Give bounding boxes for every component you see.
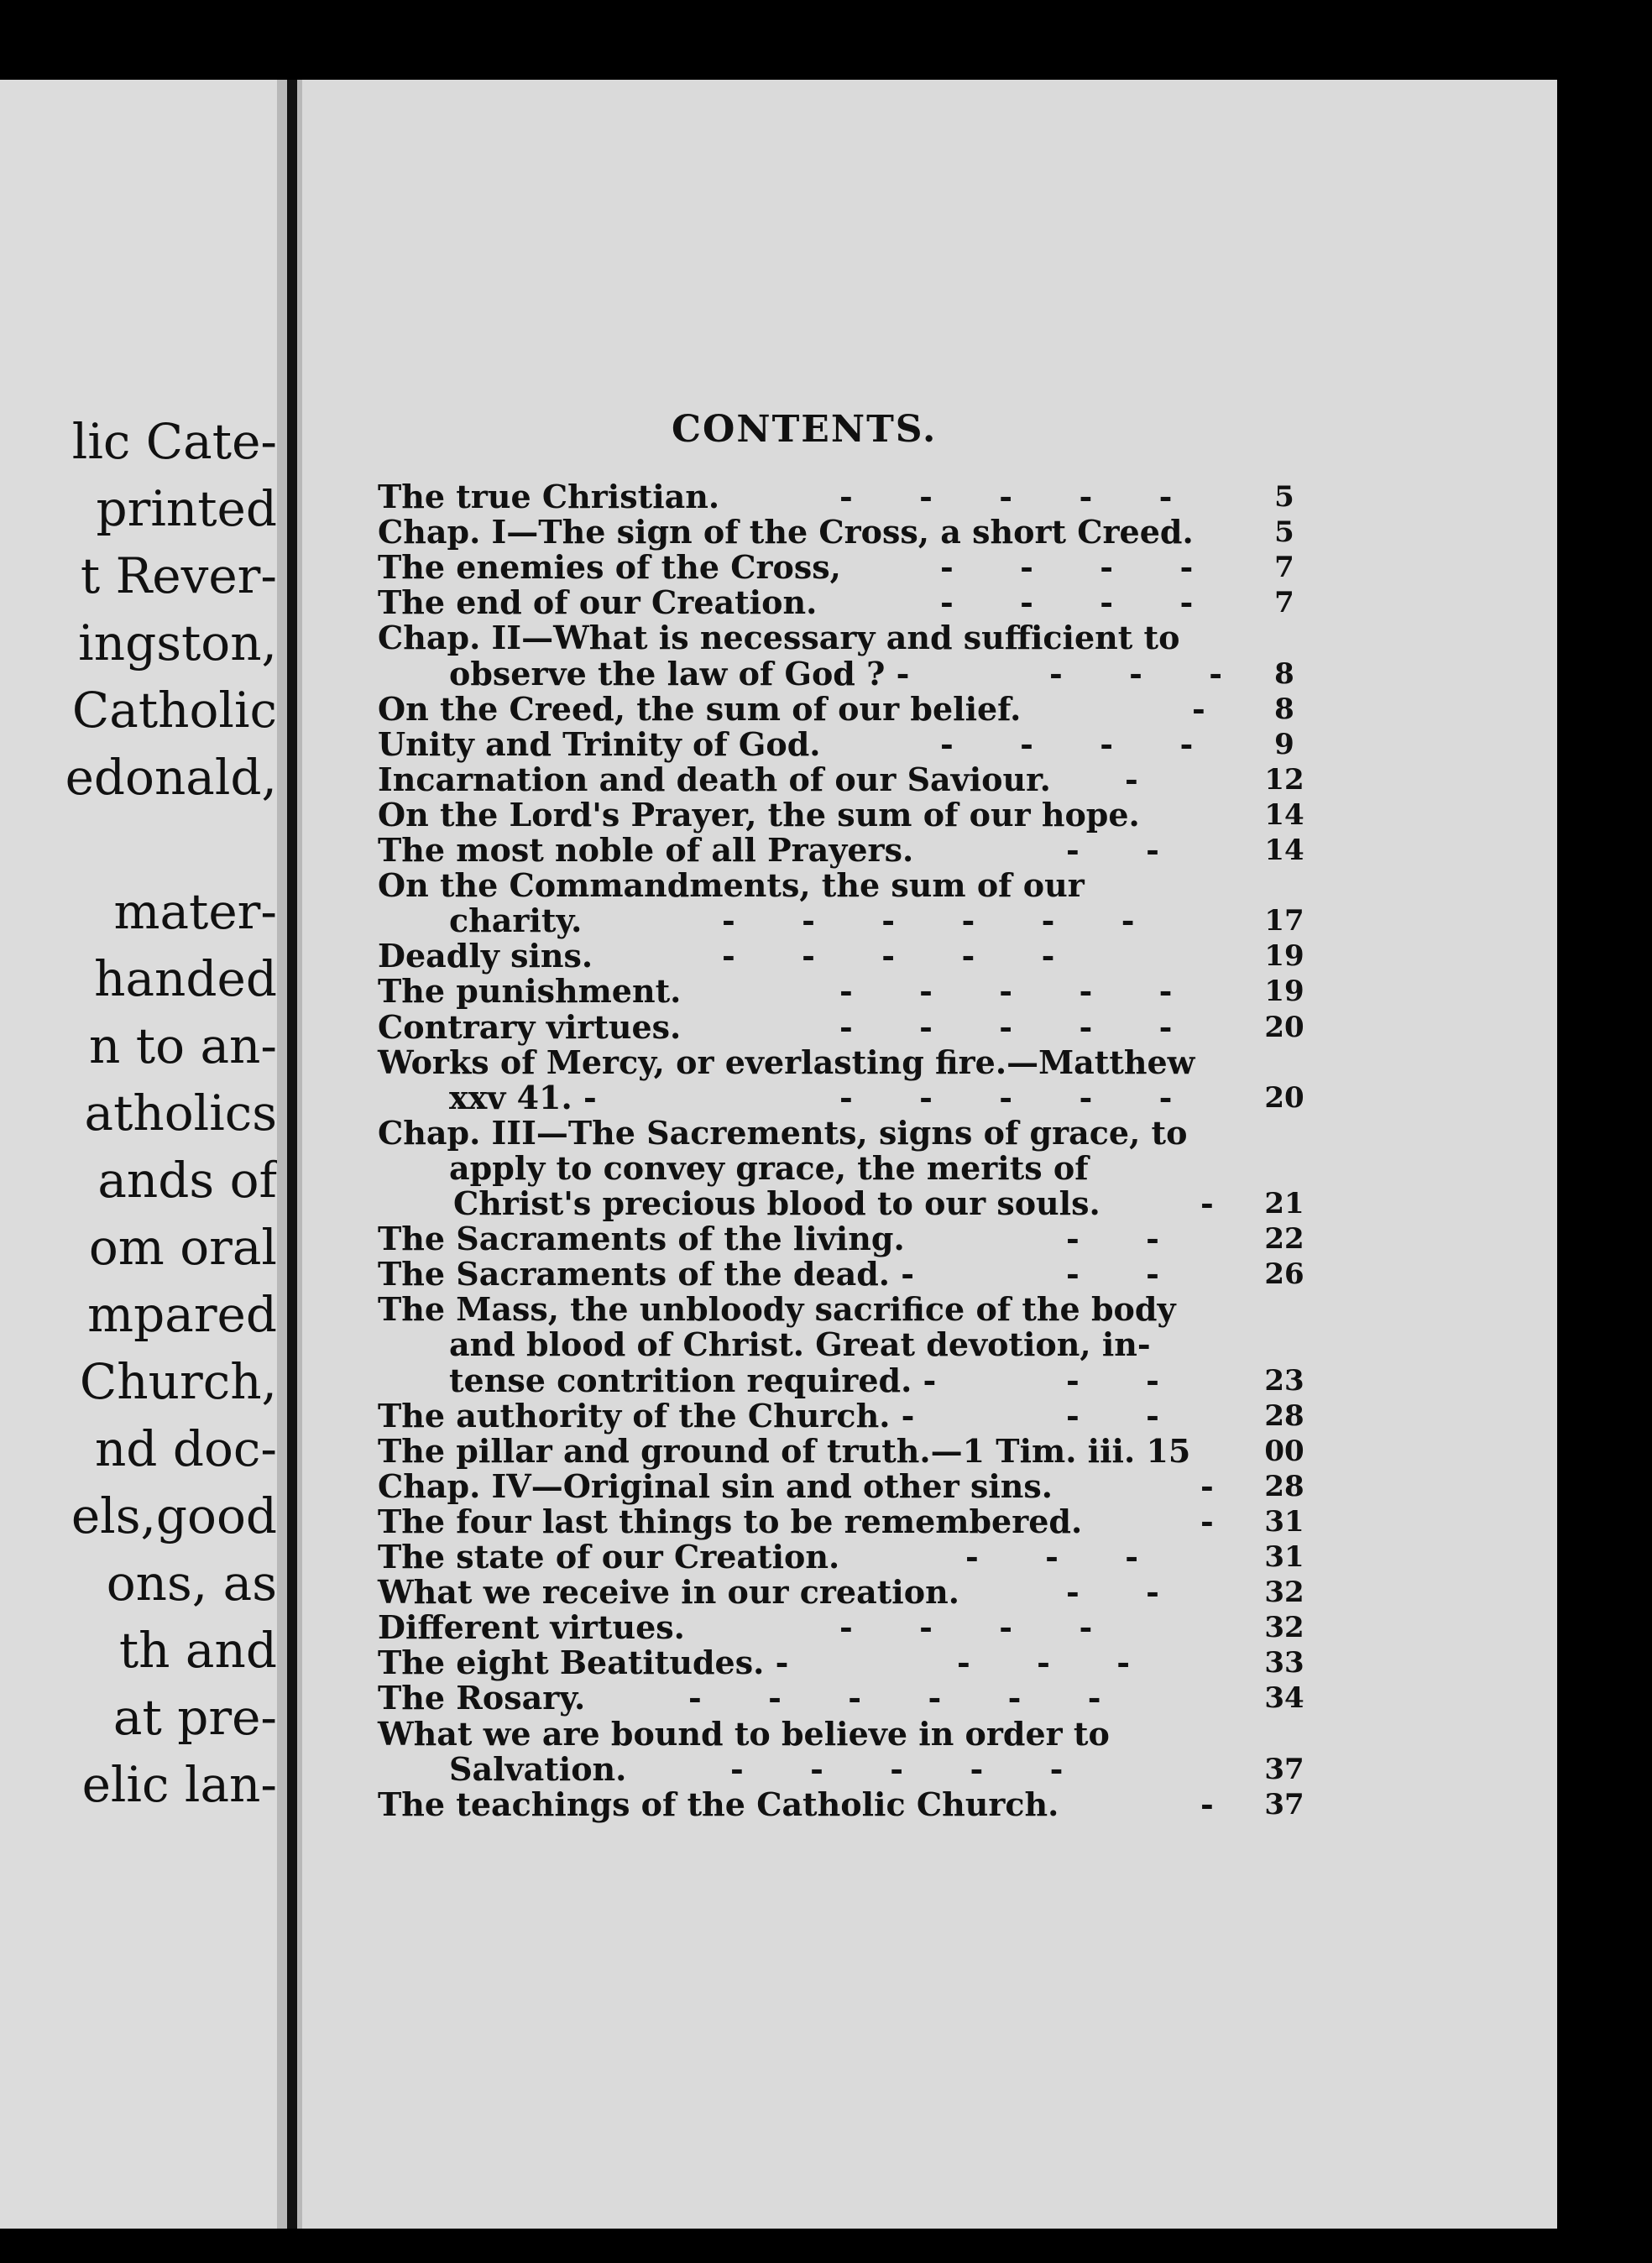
toc-entry [378, 1503, 1082, 1540]
toc-entry-title: observe the law of God ? - [449, 655, 910, 692]
toc-entry-title: Chap. III—The Sacrements, signs of grace, to [378, 1114, 1188, 1152]
toc-page-number: 14 [1264, 834, 1304, 867]
toc-entry [453, 1185, 1100, 1222]
toc-entry [378, 761, 1051, 798]
toc-leader-dashes: - - - - [940, 725, 1194, 763]
toc-leader-dashes: - - [1066, 1220, 1159, 1257]
toc-leader-dashes: - - - - - [730, 1750, 1064, 1788]
toc-entry [378, 549, 841, 586]
toc-leader-dashes: - [1192, 690, 1205, 728]
toc-entry-title: apply to convey grace, the merits of [449, 1149, 1089, 1187]
toc-leader-dashes: - [1125, 760, 1138, 798]
left-text-line: mater- [113, 883, 277, 940]
toc-page-number: 17 [1264, 904, 1304, 938]
toc-leader-dashes: - - - - - [839, 972, 1173, 1010]
toc-entry [378, 1115, 1187, 1152]
toc-entry [378, 1291, 1176, 1328]
toc-leader-dashes: - - - - - - [688, 1679, 1101, 1717]
left-text-line: ons, as [106, 1555, 277, 1612]
toc-entry [449, 1326, 1151, 1363]
toc-entry [449, 656, 909, 692]
toc-page-number: 23 [1264, 1364, 1304, 1398]
toc-page-number: 5 [1274, 480, 1294, 514]
toc-entry [449, 1079, 597, 1116]
toc-entry [378, 832, 913, 869]
toc-page-number: 12 [1264, 763, 1304, 797]
toc-entry-title: What we are bound to believe in order to [378, 1715, 1110, 1753]
toc-entry-title: xxv 41. - [449, 1079, 597, 1116]
toc-page-number: 31 [1264, 1540, 1304, 1574]
toc-leader-dashes: - - - [965, 1538, 1139, 1576]
toc-entry-title: The Sacraments of the living. [378, 1220, 905, 1257]
toc-page-number: 20 [1264, 1011, 1304, 1044]
toc-entry [378, 514, 1194, 551]
toc-entry-title: The Mass, the unbloody sacrifice of the body [378, 1290, 1176, 1328]
left-text-line: handed [94, 950, 277, 1007]
toc-leader-dashes: - [1200, 1503, 1214, 1540]
toc-entry [378, 1044, 1195, 1081]
left-text-line: th and [118, 1622, 277, 1679]
toc-entry-title: tense contrition required. - [449, 1361, 937, 1399]
toc-entry [449, 1362, 936, 1399]
toc-leader-dashes: - - [1066, 1361, 1159, 1399]
toc-entry-title: Incarnation and death of our Saviour. [378, 760, 1051, 798]
left-text-line: ingston, [78, 614, 277, 672]
left-text-line: n to an- [89, 1017, 277, 1074]
toc-entry-title: Salvation. [449, 1750, 627, 1788]
toc-entry-title: The end of our Creation. [378, 583, 818, 621]
toc-entry-title: The most noble of all Prayers. [378, 831, 914, 869]
toc-entry [378, 1609, 685, 1646]
left-text-line: at pre- [112, 1689, 277, 1746]
toc-entry-title: Christ's precious blood to our souls. [453, 1184, 1100, 1222]
left-text-line: edonald, [65, 749, 277, 806]
toc-leader-dashes: - [1200, 1467, 1214, 1505]
toc-page-number: 9 [1274, 728, 1294, 761]
toc-page-number: 28 [1264, 1399, 1304, 1433]
toc-entry [378, 1574, 959, 1611]
toc-entry-title: Chap. I—The sign of the Cross, a short Creed. [378, 513, 1194, 551]
toc-page-number: 21 [1264, 1187, 1304, 1220]
toc-leader-dashes: - - - [957, 1644, 1131, 1681]
toc-page-number: 7 [1274, 586, 1294, 619]
toc-page-number: 33 [1264, 1646, 1304, 1680]
toc-page-number: 34 [1264, 1681, 1304, 1715]
toc-entry [449, 1150, 1089, 1187]
toc-entry [378, 1009, 681, 1046]
toc-entry [378, 973, 681, 1010]
toc-leader-dashes: - - [1066, 1573, 1159, 1611]
toc-leader-dashes: - - - - - - [722, 902, 1135, 939]
toc-leader-dashes: - - - - - [839, 1008, 1173, 1046]
toc-entry-title: Chap. II—What is necessary and sufficient to [378, 619, 1180, 656]
toc-page-number: 19 [1264, 939, 1304, 973]
toc-entry-title: and blood of Christ. Great devotion, in- [449, 1325, 1151, 1363]
toc-leader-dashes: - - - - - [839, 478, 1173, 515]
toc-entry-title: On the Commandments, the sum of our [378, 866, 1085, 904]
toc-leader-dashes: - - - - [940, 583, 1194, 621]
toc-page-number: 00 [1264, 1435, 1304, 1468]
toc-page-number: 31 [1264, 1505, 1304, 1539]
toc-entry [378, 1786, 1059, 1823]
toc-page-number: 32 [1264, 1576, 1304, 1609]
toc-entry-title: The authority of the Church. - [378, 1397, 915, 1435]
toc-entry [449, 1751, 626, 1788]
toc-entry-title: The pillar and ground of truth.—1 Tim. iii. 15 [378, 1432, 1191, 1470]
toc-entry-title: The Sacraments of the dead. - [378, 1255, 915, 1293]
toc-entry-title: Works of Mercy, or everlasting fire.—Matthew [378, 1043, 1195, 1081]
toc-page-number: 8 [1274, 692, 1294, 726]
left-text-line: t Rever- [80, 547, 277, 604]
left-text-line: om oral [88, 1219, 277, 1276]
toc-entry [378, 1398, 914, 1435]
toc-entry [378, 1716, 1110, 1753]
toc-entry-title: The punishment. [378, 972, 682, 1010]
toc-leader-dashes: - - - - - [839, 1079, 1173, 1116]
toc-entry-title: Deadly sins. [378, 937, 593, 975]
toc-entry [378, 1433, 1190, 1470]
left-text-line: atholics [84, 1084, 277, 1142]
toc-entry [378, 691, 1021, 728]
contents-title: CONTENTS. [672, 408, 938, 451]
toc-page-number: 37 [1264, 1788, 1304, 1821]
left-text-line: mpared [87, 1286, 277, 1343]
left-page [0, 80, 277, 2229]
toc-page-number: 28 [1264, 1470, 1304, 1503]
toc-leader-dashes: - [1200, 1785, 1214, 1823]
toc-page-number: 14 [1264, 798, 1304, 832]
left-text-line: printed [96, 480, 277, 537]
toc-page-number: 37 [1264, 1753, 1304, 1786]
toc-entry-title: The eight Beatitudes. - [378, 1644, 789, 1681]
toc-entry [378, 1539, 839, 1576]
toc-leader-dashes: - - [1066, 1397, 1159, 1435]
toc-entry-title: On the Lord's Prayer, the sum of our hope. [378, 796, 1140, 834]
toc-page-number: 19 [1264, 975, 1304, 1008]
toc-leader-dashes: - - - [1049, 655, 1223, 692]
left-text-line: lic Cate- [71, 413, 277, 470]
toc-entry [378, 797, 1140, 834]
toc-entry [378, 1220, 905, 1257]
toc-entry [378, 1644, 788, 1681]
toc-page-number: 22 [1264, 1222, 1304, 1256]
toc-page-number: 32 [1264, 1611, 1304, 1644]
toc-entry-title: The Rosary. [378, 1679, 586, 1717]
toc-entry-title: The four last things to be remembered. [378, 1503, 1083, 1540]
toc-page-number: 20 [1264, 1081, 1304, 1115]
toc-leader-dashes: - [1200, 1184, 1214, 1222]
toc-entry [378, 619, 1179, 656]
toc-entry [378, 1468, 1053, 1505]
left-text-line: Catholic [71, 682, 277, 739]
left-text-line: Church, [79, 1353, 277, 1410]
toc-entry-title: What we receive in our creation. [378, 1573, 959, 1611]
toc-entry [378, 1256, 914, 1293]
left-text-line: els,good [71, 1487, 277, 1544]
toc-entry [378, 584, 817, 621]
left-text-line: elic lan- [81, 1756, 277, 1813]
toc-entry-title: The enemies of the Cross, [378, 548, 841, 586]
toc-entry [378, 726, 821, 763]
toc-leader-dashes: - - - - - [722, 937, 1055, 975]
toc-entry [378, 867, 1085, 904]
left-text-line: ands of [97, 1152, 277, 1209]
toc-entry [378, 938, 593, 975]
toc-leader-dashes: - - - - [839, 1608, 1093, 1646]
toc-entry [449, 902, 582, 939]
toc-entry-title: The teachings of the Catholic Church. [378, 1785, 1059, 1823]
toc-entry-title: The state of our Creation. [378, 1538, 840, 1576]
toc-leader-dashes: - - [1066, 1255, 1159, 1293]
toc-entry [378, 1680, 585, 1717]
toc-entry-title: charity. [449, 902, 583, 939]
toc-entry-title: Unity and Trinity of God. [378, 725, 821, 763]
toc-leader-dashes: - - - - [940, 548, 1194, 586]
toc-entry-title: Chap. IV—Original sin and other sins. [378, 1467, 1053, 1505]
toc-page-number: 7 [1274, 551, 1294, 584]
binding-line [287, 80, 297, 2229]
toc-entry [378, 478, 719, 515]
left-text-line: nd doc- [94, 1420, 277, 1477]
toc-leader-dashes: - - [1066, 831, 1159, 869]
toc-entry-title: The true Christian. [378, 478, 720, 515]
toc-page-number: 8 [1274, 657, 1294, 691]
toc-entry-title: Different virtues. [378, 1608, 685, 1646]
toc-page-number: 5 [1274, 515, 1294, 549]
toc-page-number: 26 [1264, 1257, 1304, 1291]
toc-entry-title: On the Creed, the sum of our belief. [378, 690, 1022, 728]
toc-entry-title: Contrary virtues. [378, 1008, 682, 1046]
